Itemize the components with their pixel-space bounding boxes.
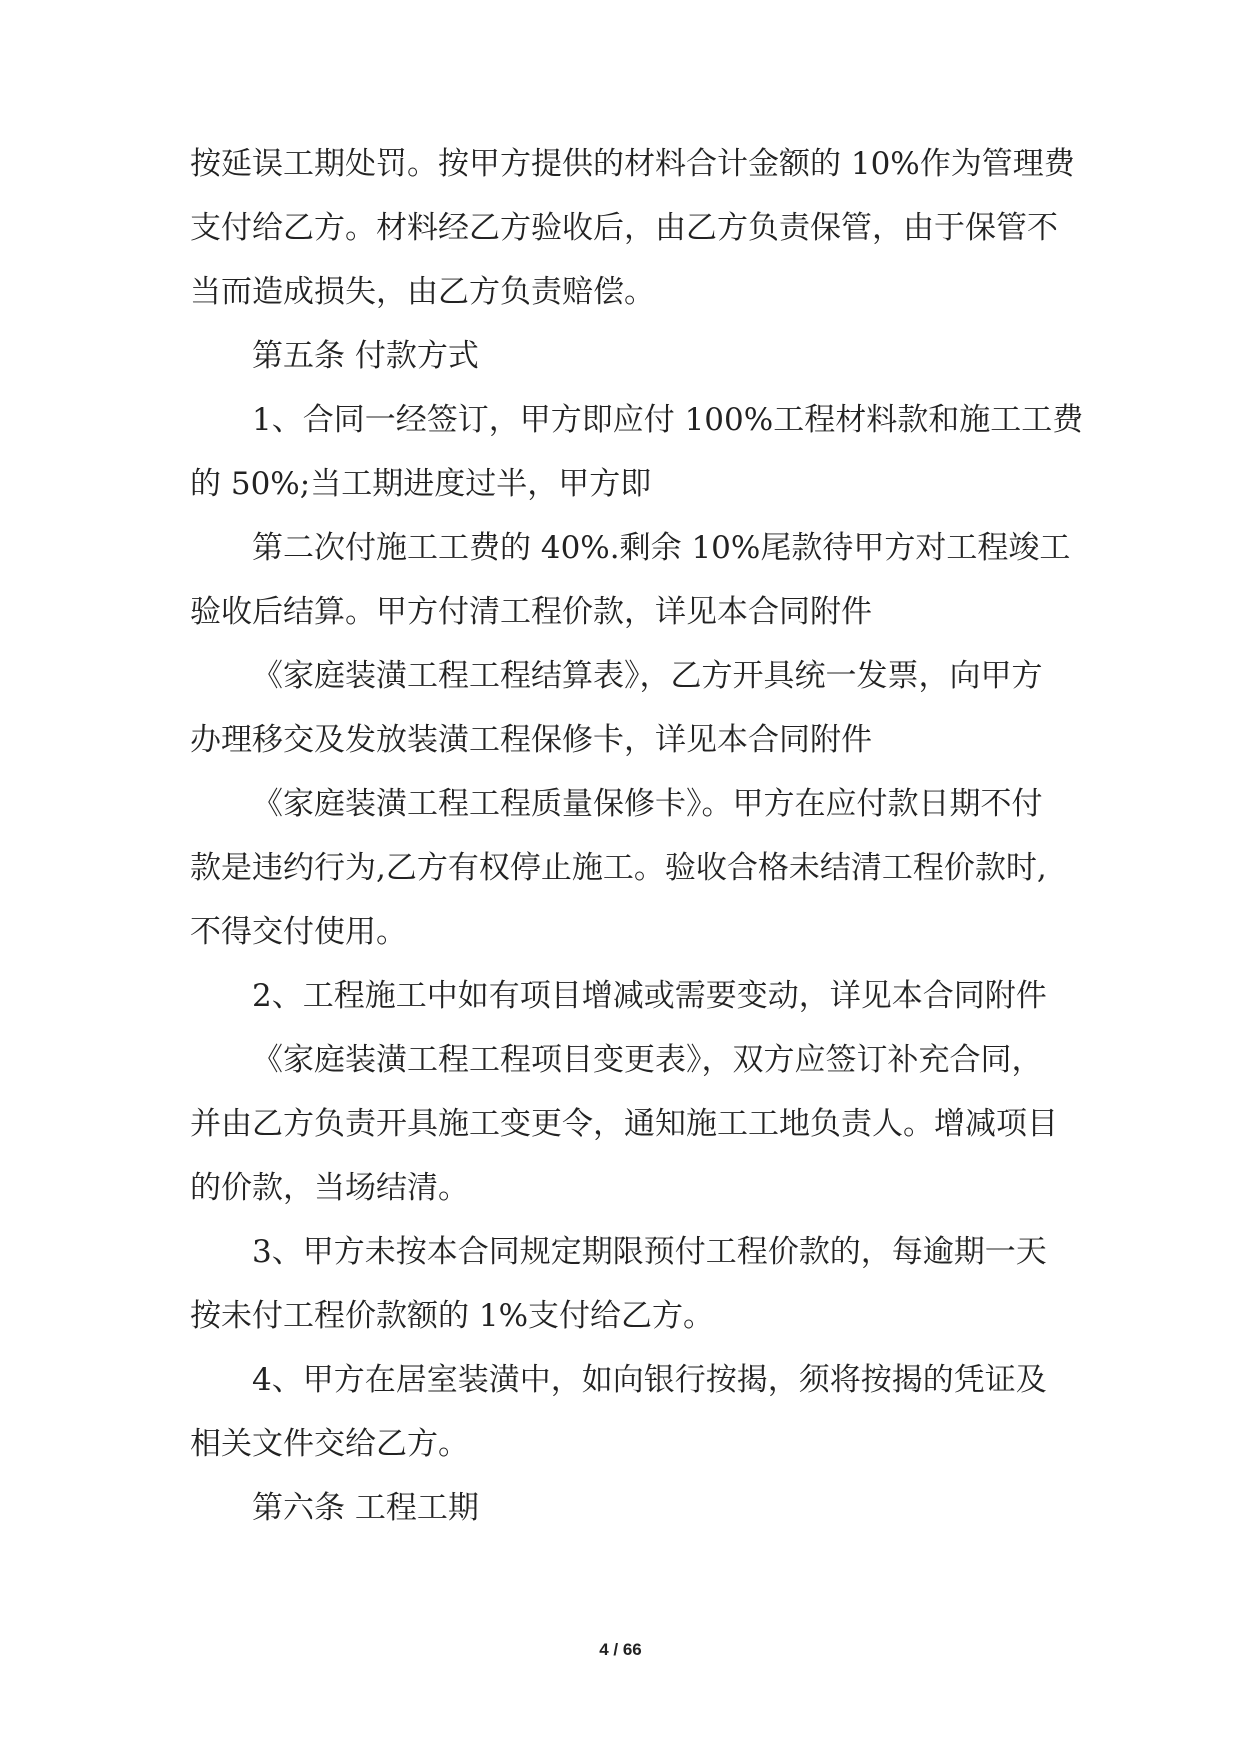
body-line: 2、工程施工中如有项目增减或需要变动，详见本合同附件 [252, 978, 1047, 1014]
body-line: 支付给乙方。材料经乙方验收后，由乙方负责保管，由于保管不 [190, 210, 1058, 246]
body-line: 办理移交及发放装潢工程保修卡，详见本合同附件 [190, 722, 872, 758]
section-heading: 第六条 工程工期 [252, 1490, 479, 1526]
body-line: 相关文件交给乙方。 [190, 1426, 469, 1462]
section-heading: 第五条 付款方式 [252, 338, 479, 374]
body-line: 的 50%;当工期进度过半，甲方即 [190, 466, 652, 502]
body-line: 按延误工期处罚。按甲方提供的材料合计金额的 10%作为管理费 [190, 146, 1075, 182]
body-line: 第二次付施工工费的 40%.剩余 10%尾款待甲方对工程竣工 [252, 530, 1071, 566]
body-line: 的价款，当场结清。 [190, 1170, 469, 1206]
body-line: 4、甲方在居室装潢中，如向银行按揭，须将按揭的凭证及 [252, 1362, 1047, 1398]
body-line: 款是违约行为,乙方有权停止施工。验收合格未结清工程价款时, [190, 850, 1047, 886]
body-line: 当而造成损失，由乙方负责赔偿。 [190, 274, 655, 310]
body-line: 3、甲方未按本合同规定期限预付工程价款的，每逾期一天 [252, 1234, 1047, 1270]
body-line: 《家庭装潢工程工程项目变更表》，双方应签订补充合同， [252, 1042, 1043, 1078]
body-line: 1、合同一经签订，甲方即应付 100%工程材料款和施工工费 [252, 402, 1084, 438]
body-line: 不得交付使用。 [190, 914, 407, 950]
body-line: 按未付工程价款额的 1%支付给乙方。 [190, 1298, 715, 1334]
body-line: 《家庭装潢工程工程结算表》，乙方开具统一发票，向甲方 [252, 658, 1043, 694]
body-line: 验收后结算。甲方付清工程价款，详见本合同附件 [190, 594, 872, 630]
page-number: 4 / 66 [599, 1640, 642, 1659]
body-line: 并由乙方负责开具施工变更令，通知施工工地负责人。增减项目 [190, 1106, 1058, 1142]
body-line: 《家庭装潢工程工程质量保修卡》。甲方在应付款日期不付 [252, 786, 1043, 822]
